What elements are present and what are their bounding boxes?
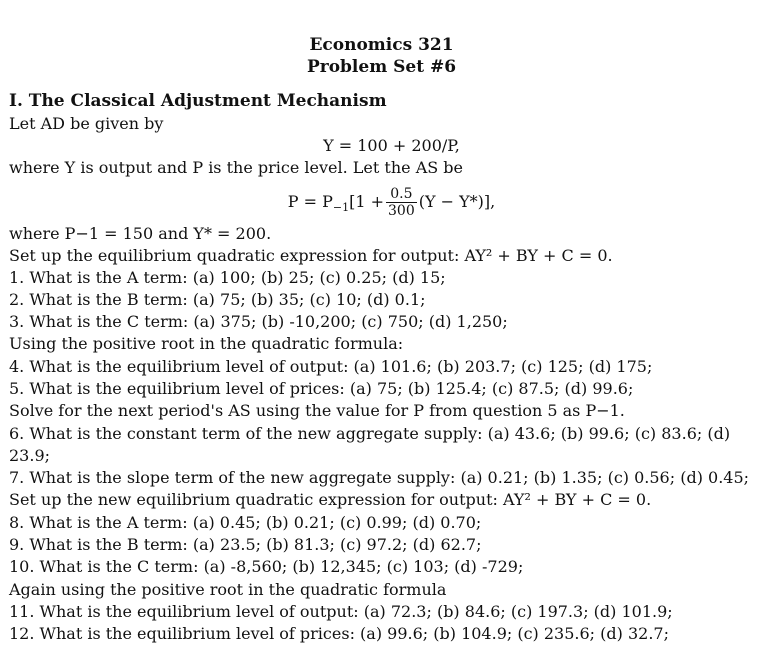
- question-9: 9. What is the B term: (a) 23.5; (b) 81.3; (c) 97.2; (d) 62.7;: [9, 535, 482, 554]
- params-line: where P−1 = 150 and Y* = 200.: [9, 224, 272, 243]
- as-eq-left: P = P: [287, 192, 333, 211]
- as-equation: [10, 180, 763, 224]
- question-5: 5. What is the equilibrium level of prices: (a) 75; (b) 125.4; (c) 87.5; (d) 99.6;: [9, 379, 634, 398]
- let-line: Let AD be given by: [9, 114, 164, 133]
- new-setup-line: Set up the new equilibrium quadratic expression for output: AY² + BY + C = 0.: [9, 490, 652, 509]
- question-6: 6. What is the constant term of the new aggregate supply: (a) 43.6; (b) 99.6; (c) 83.6; (d): [9, 424, 731, 443]
- problem-set-title: Problem Set #6: [306, 57, 457, 77]
- question-6-continued: 23.9;: [9, 446, 51, 465]
- as-fraction: [386, 186, 417, 219]
- question-7: 7. What is the slope term of the new aggregate supply: (a) 0.21; (b) 1.35; (c) 0.56; (d) 0.45;: [9, 468, 750, 487]
- question-3: 3. What is the C term: (a) 375; (b) -10,200; (c) 750; (d) 1,250;: [9, 312, 508, 331]
- as-eq-mid: [1 +: [349, 192, 384, 211]
- as-eq-sub: −1: [332, 201, 350, 215]
- question-10: 10. What is the C term: (a) -8,560; (b) 12,345; (c) 103; (d) -729;: [9, 557, 524, 576]
- course-title: Economics 321: [309, 35, 454, 55]
- question-2: 2. What is the B term: (a) 75; (b) 35; (c) 10; (d) 0.1;: [9, 290, 426, 309]
- next-period-line: Solve for the next period's AS using the value for P from question 5 as P−1.: [9, 401, 625, 420]
- section-heading: I. The Classical Adjustment Mechanism: [9, 91, 387, 111]
- question-1: 1. What is the A term: (a) 100; (b) 25; (c) 0.25; (d) 15;: [9, 268, 446, 287]
- as-eq-right: (Y − Y*)],: [418, 192, 496, 211]
- positive-root-line: Using the positive root in the quadratic formula:: [9, 334, 404, 353]
- question-4: 4. What is the equilibrium level of output: (a) 101.6; (b) 203.7; (c) 125; (d) 175;: [9, 357, 653, 376]
- again-line: Again using the positive root in the quadratic formula: [9, 580, 447, 599]
- question-8: 8. What is the A term: (a) 0.45; (b) 0.21; (c) 0.99; (d) 0.70;: [9, 513, 482, 532]
- as-fraction-numerator: 0.5: [386, 186, 417, 203]
- where-line: where Y is output and P is the price level. Let the AS be: [9, 158, 464, 177]
- question-12: 12. What is the equilibrium level of prices: (a) 99.6; (b) 104.9; (c) 235.6; (d) 32.7;: [9, 624, 669, 643]
- as-fraction-denominator: 300: [388, 203, 415, 219]
- question-11: 11. What is the equilibrium level of output: (a) 72.3; (b) 84.6; (c) 197.3; (d) 101.9;: [9, 602, 673, 621]
- setup-line: Set up the equilibrium quadratic expression for output: AY² + BY + C = 0.: [9, 246, 613, 265]
- ad-equation: Y = 100 + 200/P,: [323, 136, 460, 155]
